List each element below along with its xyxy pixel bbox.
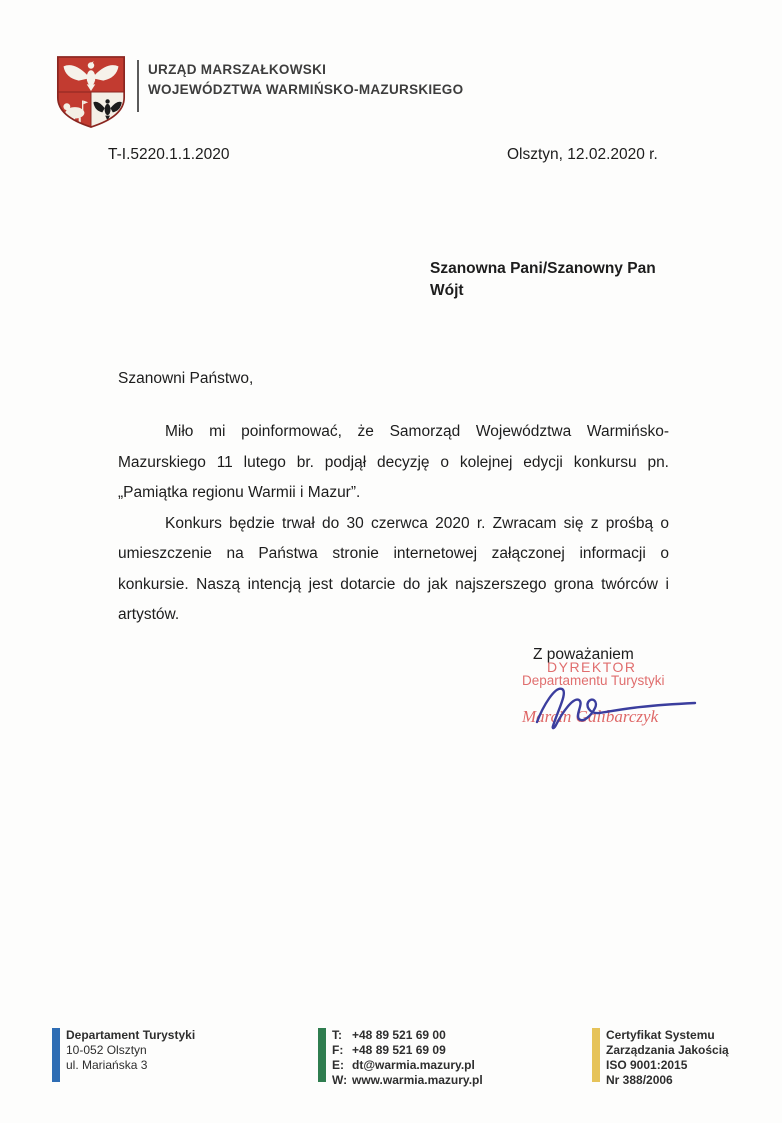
certificate-line3: ISO 9001:2015 [606, 1058, 688, 1072]
footer-bar-green [318, 1028, 326, 1082]
footer-email [332, 1058, 483, 1073]
reference-number: T-I.5220.1.1.2020 [108, 146, 230, 163]
org-name-line2: WOJEWÓDZTWA WARMIŃSKO-MAZURSKIEGO [148, 82, 464, 97]
header-divider [137, 60, 139, 112]
certificate-line1: Certyfikat Systemu [606, 1028, 715, 1042]
salutation: Szanowni Państwo, [118, 370, 254, 387]
phone-value: +48 89 521 69 00 [352, 1028, 446, 1042]
footer-bar-yellow [592, 1028, 600, 1082]
footer-address [66, 1028, 195, 1073]
org-name-line1: URZĄD MARSZAŁKOWSKI [148, 62, 327, 77]
footer-postal: 10-052 Olsztyn [66, 1043, 147, 1057]
footer-street: ul. Mariańska 3 [66, 1058, 148, 1072]
website-label: W: [332, 1073, 348, 1087]
footer-contact [332, 1028, 483, 1088]
certificate-line2: Zarządzania Jakością [606, 1043, 729, 1057]
website-value: www.warmia.mazury.pl [352, 1073, 483, 1087]
email-value: dt@warmia.mazury.pl [352, 1058, 475, 1072]
place-and-date: Olsztyn, 12.02.2020 r. [507, 146, 658, 163]
body-paragraph-2: Konkurs będzie trwał do 30 czerwca 2020 r. Zwracam się z prośbą o umieszczenie na Państwa stronie internetowej załączonej informacji o konkursie. Naszą intencją jest dotarcie do jak najszerszego grona twórców i artystów. [118, 514, 669, 623]
letter-body [118, 417, 669, 631]
footer-website [332, 1073, 483, 1088]
footer-fax [332, 1043, 483, 1058]
addressee-block [430, 258, 656, 301]
footer-phone [332, 1028, 483, 1043]
footer-department: Departament Turystyki [66, 1028, 196, 1042]
stamp-title: DYREKTOR [547, 659, 637, 675]
addressee-line2: Wójt [430, 281, 464, 299]
phone-label: T: [332, 1028, 342, 1042]
footer-bar-blue [52, 1028, 60, 1082]
stamp-signer-name: Marcin Galibarczyk [522, 707, 659, 726]
stamp-department: Departamentu Turystyki [522, 673, 665, 688]
email-label: E: [332, 1058, 344, 1072]
certificate-line4: Nr 388/2006 [606, 1073, 673, 1087]
body-paragraph-1: Miło mi poinformować, że Samorząd Województwa Warmińsko-Mazurskiego 11 lutego br. podjął decyzję o kolejnej edycji konkursu pn. „Pamiątka regionu Warmii i Mazur”. [118, 423, 669, 501]
addressee-line1: Szanowna Pani/Szanowny Pan [430, 260, 656, 277]
org-name [148, 60, 463, 100]
footer-certificate [606, 1028, 729, 1088]
closing-phrase: Z poważaniem [533, 646, 634, 663]
fax-value: +48 89 521 69 09 [352, 1043, 446, 1057]
handwritten-signature [531, 676, 703, 730]
fax-label: F: [332, 1043, 344, 1057]
coat-of-arms-icon [55, 54, 127, 130]
